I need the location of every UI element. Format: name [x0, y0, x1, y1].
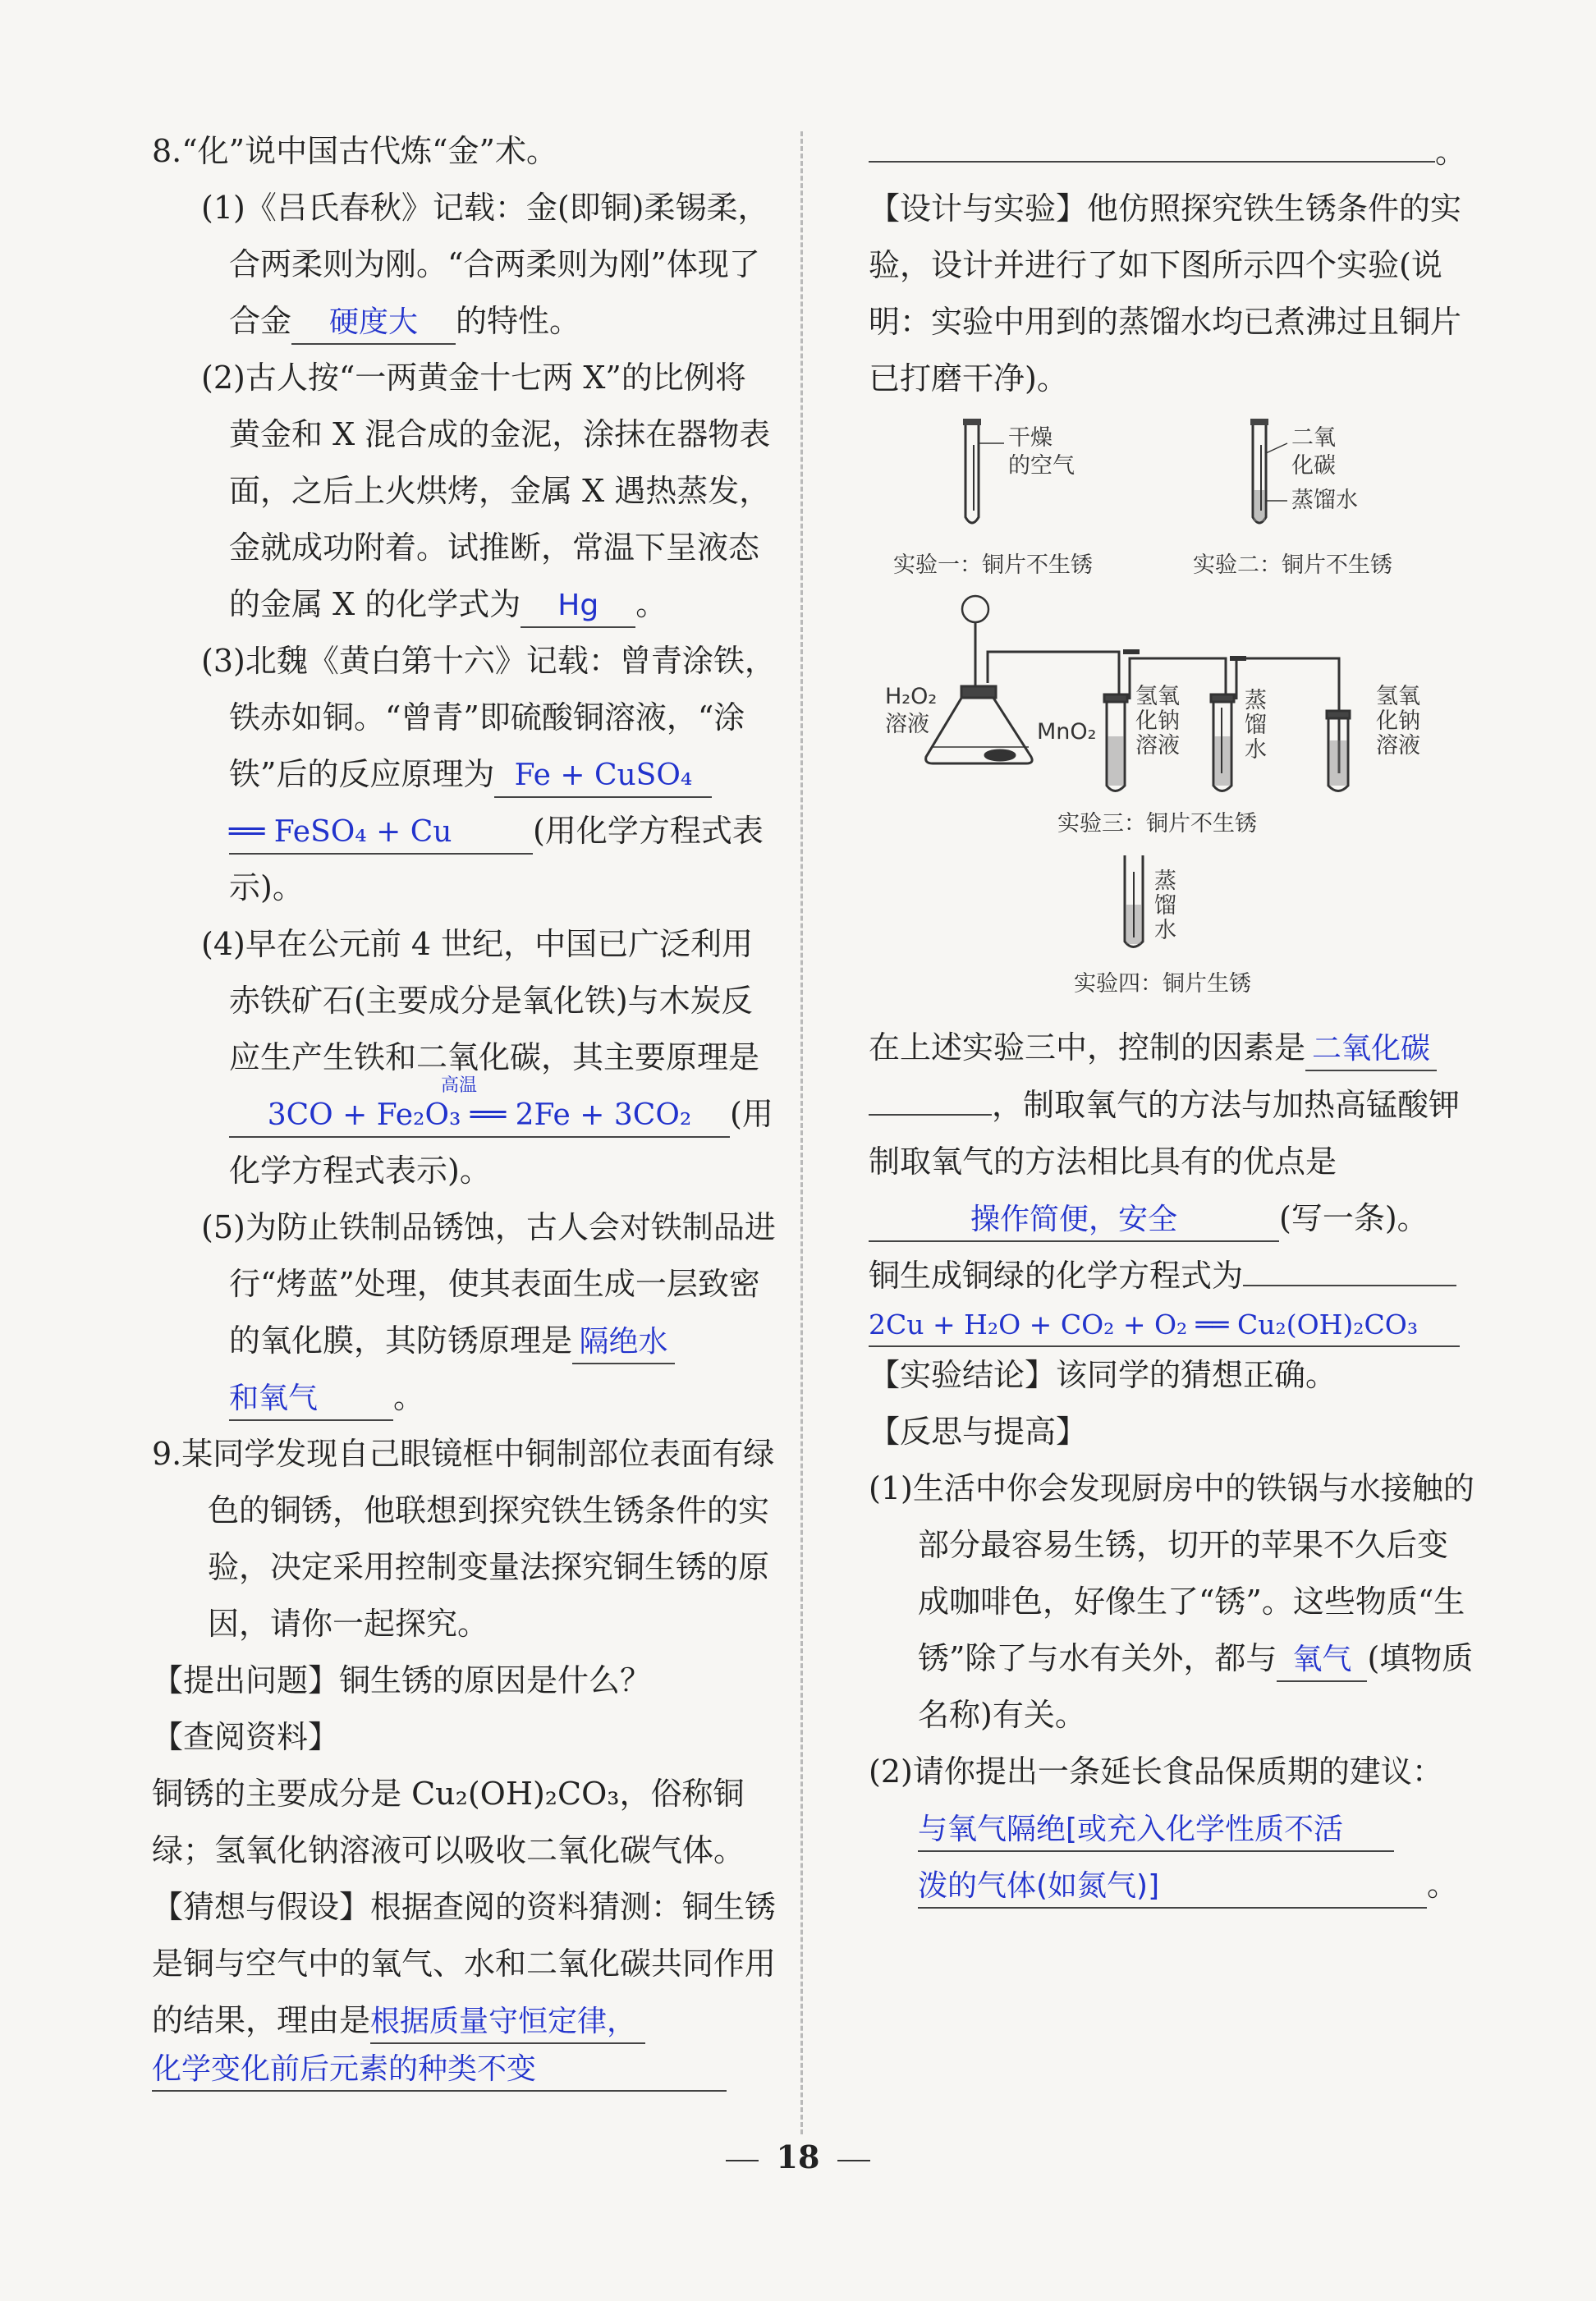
q9-reflect-2-answer-a[interactable]: 与氧气隔绝[或充入化学性质不活 [918, 1809, 1394, 1852]
q9-advantage-answer[interactable]: 操作简便，安全 [869, 1199, 1279, 1242]
q9-equation [869, 1247, 1476, 1347]
q8-part4-after: (用化学方程式表示)。 [229, 1096, 773, 1189]
q9-hypothesis-answer-a[interactable]: 根据质量守恒定律， [370, 2001, 645, 2044]
exp3-naoh1-l3: 溶液 [1135, 733, 1180, 759]
exp3-caption: 实验三：铜片不生锈 [1057, 811, 1257, 837]
exp2-test-tube [1250, 419, 1287, 523]
q8-part5-answer-b[interactable]: 和氧气 [229, 1378, 393, 1421]
q8-part4-condition: 高温 [441, 1075, 478, 1096]
q9-question: 【提出问题】铜生锈的原因是什么？ [152, 1662, 652, 1698]
q8-part1-answer[interactable]: 硬度大 [291, 302, 456, 345]
q8-part4 [152, 916, 776, 1199]
right-column [869, 123, 1476, 1914]
q9-hypothesis-continue [869, 123, 1476, 181]
q8-part4-answer[interactable] [229, 1075, 730, 1138]
q8-part5-after: 。 [393, 1379, 425, 1415]
q9-equation-text: 铜生成铜绿的化学方程式为 [869, 1258, 1244, 1294]
page-number-value: 18 [776, 2138, 820, 2175]
q9-advantage-after: (写一条)。 [1279, 1200, 1429, 1236]
exp3-naoh2-label [1376, 684, 1420, 759]
q9-reflect-1-after: (填物质名称)有关。 [918, 1640, 1474, 1733]
page-number [0, 2138, 1596, 2175]
column-divider [800, 131, 803, 2134]
q9-advantage-text: ，制取氧气的方法与加热高锰酸钾制取氧气的方法相比具有的优点是 [869, 1087, 1461, 1180]
exp2-label-a-l2: 化碳 [1291, 453, 1336, 479]
q9-factor-answer-line[interactable] [869, 1076, 992, 1116]
q8-part5 [152, 1199, 776, 1426]
q8-part5-answer-a[interactable]: 隔绝水 [572, 1322, 675, 1364]
page-number-dash-left [726, 2160, 759, 2161]
exp1-label [1008, 425, 1075, 479]
q8-part3-answer-b[interactable]: ══ FeSO₄ + Cu [229, 812, 533, 855]
exp3-naoh1-label [1135, 684, 1180, 759]
q9-reflect-2-answer-b[interactable]: 泼的气体(如氮气)] [918, 1866, 1427, 1909]
q9-equation-answer-line[interactable] [1243, 1247, 1456, 1286]
exp4-label-l1: 蒸 [1154, 869, 1176, 894]
exp2-label-a [1291, 425, 1336, 479]
q9-reflect-head: 【反思与提高】 [869, 1414, 1088, 1450]
q9-factor-answer[interactable]: 二氧化碳 [1305, 1029, 1437, 1071]
exp4-test-tube [1125, 855, 1143, 947]
exp3-naoh2-l3: 溶液 [1376, 733, 1420, 759]
exp2-label-b: 蒸馏水 [1291, 488, 1358, 513]
exp3-naoh2-l1: 氢氧 [1376, 684, 1420, 709]
exp1-test-tube [963, 419, 1004, 523]
q9-reflect-1-answer[interactable]: 氧气 [1277, 1639, 1367, 1682]
q9-design: 【设计与实验】他仿照探究铁生锈条件的实验，设计并进行了如下图所示四个实验(说明：实验中用到的蒸馏水均已煮沸过且铜片已打磨干净)。 [869, 190, 1462, 396]
exp4-label [1154, 869, 1176, 943]
q8-part3 [152, 633, 776, 916]
exp4-label-l2: 馏 [1154, 893, 1176, 919]
q8-part4-equation: 3CO + Fe₂O₃ ══ 2Fe + 3CO₂ [267, 1098, 692, 1132]
q9-factor [869, 1020, 1476, 1247]
q9-reflect-2 [869, 1744, 1476, 1914]
exp1-label-l1: 干燥 [1008, 425, 1053, 451]
q9-materials-head: 【查阅资料】 [152, 1719, 340, 1755]
exp3-naoh1-l2: 化钠 [1135, 708, 1180, 734]
q8-part3-after: (用化学方程式表示)。 [229, 813, 764, 905]
exp3-h2o2-l1: H₂O₂ [885, 684, 938, 709]
q8-part1-after: 的特性。 [456, 303, 581, 339]
q8-part3-answer-a[interactable]: Fe + CuSO₄ [494, 755, 712, 798]
exp3-naoh1-l1: 氢氧 [1135, 684, 1180, 709]
left-column [152, 123, 776, 2092]
q9-reflect-1-text: (1)生活中你会发现厨房中的铁锅与水接触的部分最容易生锈，切开的苹果不久后变成咖啡色，好像生了“锈”。这些物质“生锈”除了与水有关外，都与 [869, 1470, 1474, 1676]
q9-reflect-2-text: (2)请你提出一条延长食品保质期的建议： [869, 1753, 1443, 1790]
q8-part2-answer[interactable]: Hg [521, 585, 635, 628]
q9-reflect-1 [869, 1460, 1476, 1744]
q9-reflect-2-after: 。 [1427, 1867, 1459, 1903]
q8-part1-text: (1)《吕氏春秋》记载：金(即铜)柔锡柔，合两柔则为刚。“合两柔则为刚”体现了合金 [201, 190, 769, 339]
exp2-caption: 实验二：铜片不生锈 [1193, 552, 1392, 578]
q8-part2-after: 。 [635, 586, 667, 622]
q8-part1 [152, 180, 776, 350]
exp3-h2o2-label [885, 684, 937, 737]
q9-factor-text: 在上述实验三中，控制的因素是 [869, 1029, 1306, 1066]
exp3-h2o2-l2: 溶液 [885, 712, 929, 737]
q9-hypothesis-answer-b[interactable]: 化学变化前后元素的种类不变 [152, 2049, 727, 2092]
q9-materials: 铜锈的主要成分是 Cu₂(OH)₂CO₃，俗称铜绿；氢氧化钠溶液可以吸收二氧化碳气体。 [152, 1776, 745, 1868]
exp4-label-l3: 水 [1154, 918, 1176, 943]
q9-hypothesis-answer-line[interactable] [869, 123, 1435, 163]
exp3-water-label [1245, 688, 1267, 763]
q8-part2 [152, 350, 776, 633]
page-number-dash-right [837, 2160, 870, 2161]
experiment-figure [869, 412, 1476, 1020]
exp2-label-a-l1: 二氧 [1291, 425, 1336, 451]
exp4-caption: 实验四：铜片生锈 [1074, 971, 1251, 997]
q9-hypothesis [152, 1879, 776, 2092]
exp3-water-l1: 蒸 [1245, 688, 1267, 713]
exp3-mno2-label: MnO₂ [1037, 719, 1097, 745]
q8-part4-text: (4)早在公元前 4 世纪，中国已广泛利用赤铁矿石(主要成分是氧化铁)与木炭反应生产生铁和二氧化碳，其主要原理是 [201, 926, 760, 1075]
q8-title: 8.“化”说中国古代炼“金”术。 [152, 133, 557, 169]
q9-intro: 9.某同学发现自己眼镜框中铜制部位表面有绿色的铜锈，他联想到探究铁生锈条件的实验，决定采用控制变量法探究铜生锈的原因，请你一起探究。 [152, 1436, 775, 1642]
q9-end-mark: 。 [1435, 134, 1467, 170]
q9-equation-answer[interactable]: 2Cu + H₂O + CO₂ + O₂ ══ Cu₂(OH)₂CO₃ [869, 1304, 1460, 1347]
exp3-water-l3: 水 [1245, 737, 1267, 763]
exp3-naoh2-l2: 化钠 [1376, 708, 1420, 734]
q9-hypothesis-text: 【猜想与假设】根据查阅的资料猜测：铜生锈是铜与空气中的氧气、水和二氧化碳共同作用的结果，理由是 [152, 1889, 777, 2038]
q8-part2-text: (2)古人按“一两黄金十七两 X”的比例将黄金和 X 混合成的金泥，涂抹在器物表面，之后上火烘烤，金属 X 遇热蒸发，金就成功附着。试推断，常温下呈液态的金属 X 的化学式为 [201, 360, 771, 622]
q8-part3-text: (3)北魏《黄白第十六》记载：曾青涂铁，铁赤如铜。“曾青”即硫酸铜溶液，“涂铁”后的反应原理为 [201, 643, 776, 792]
exp3-water-l2: 馏 [1245, 713, 1267, 738]
q9-conclusion: 【实验结论】该同学的猜想正确。 [869, 1357, 1337, 1393]
exp1-caption: 实验一：铜片不生锈 [893, 552, 1093, 578]
exp1-label-l2: 的空气 [1008, 453, 1075, 479]
q8-part5-text: (5)为防止铁制品锈蚀，古人会对铁制品进行“烤蓝”处理，使其表面生成一层致密的氧化膜，其防锈原理是 [201, 1209, 776, 1359]
